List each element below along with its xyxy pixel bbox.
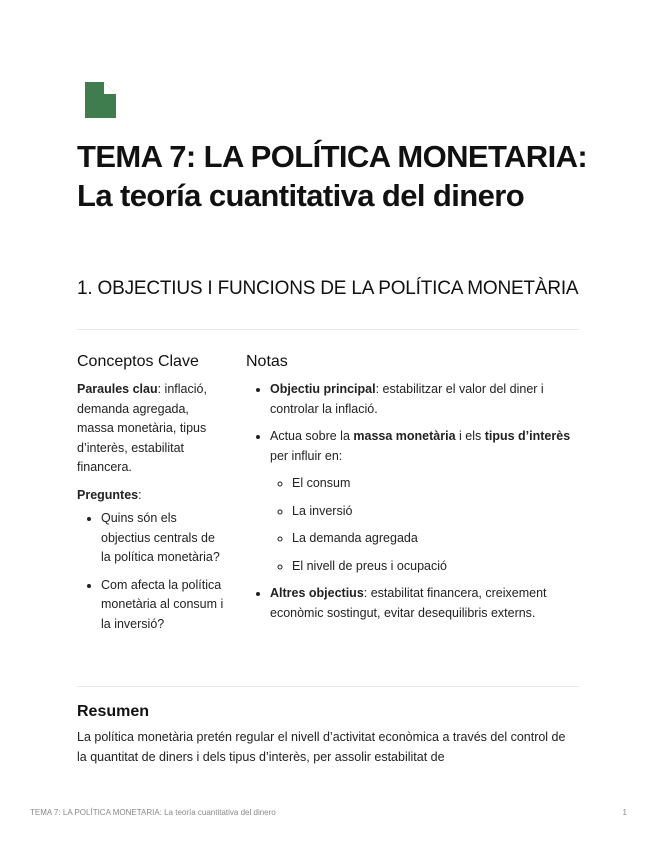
questions-label: Preguntes [77,487,139,502]
section-heading: 1. OBJECTIUS I FUNCIONS DE LA POLÍTICA MONETÀRIA [77,278,579,299]
keywords-label: Paraules clau [77,382,158,396]
summary-text: La política monetària pretén regular el nivell d’activitat econòmica a través del control de la quantitat de diners i dels tipus d’interès, per assolir estabilitat de [77,730,566,764]
notes-column [246,352,581,631]
note-item [270,380,581,419]
note-item-bold: Altres objectius [270,586,364,600]
note-item-text: : estabilitat financera, creixement econòmic sostingut, evitar desequilibris externs. [270,586,547,620]
document-icon-body [85,82,116,118]
summary-divider [77,686,579,687]
notes-heading: Notas [246,353,288,370]
note-subitem: ◦ La inversió [292,502,581,522]
note-subitem: ◦ El consum [292,474,581,494]
document-icon-fold [104,82,116,94]
question-item: • Com afecta la política monetària al consum i la inversió? [101,576,227,635]
footer-page-number: 1 [622,808,627,817]
note-item-text: per influir en: [270,448,343,463]
summary-heading: Resumen [77,703,150,720]
keywords-paragraph [77,380,227,478]
questions-list [77,509,227,634]
section-divider [77,329,579,330]
questions-colon: : [138,487,142,502]
note-sublist [270,474,581,576]
note-subitem: ◦ La demanda agregada [292,529,581,549]
question-item: • Quins són els objectius centrals de la política monetària? [101,509,227,568]
notes-list [246,380,581,623]
footer-title: TEMA 7: LA POLÍTICA MONETARIA: La teoría cuantitativa del dinero [30,808,276,817]
note-item-bold: tipus d’interès [484,429,571,443]
note-item-text: i els [455,429,485,443]
document-icon [85,82,116,118]
note-item [270,427,581,576]
note-item-text: : estabilitzar el valor del diner i controlar la inflació. [270,382,544,416]
page-title: TEMA 7: LA POLÍTICA MONETARIA: La teoría cuantitativa del dinero [77,139,588,213]
note-subitem: ◦ El nivell de preus i ocupació [292,557,581,577]
key-concepts-column [77,352,227,642]
note-item-bold: Objectiu principal [270,382,376,396]
questions-label-line [77,486,227,506]
note-item-bold: massa monetària [353,429,456,443]
key-concepts-heading: Conceptos Clave [77,353,199,370]
note-item [270,584,581,623]
note-item-text: Actua sobre la [270,429,354,443]
keywords-text: : inflació, demanda agregada, massa monetària, tipus d’interès, estabilitat financera. [77,382,207,474]
